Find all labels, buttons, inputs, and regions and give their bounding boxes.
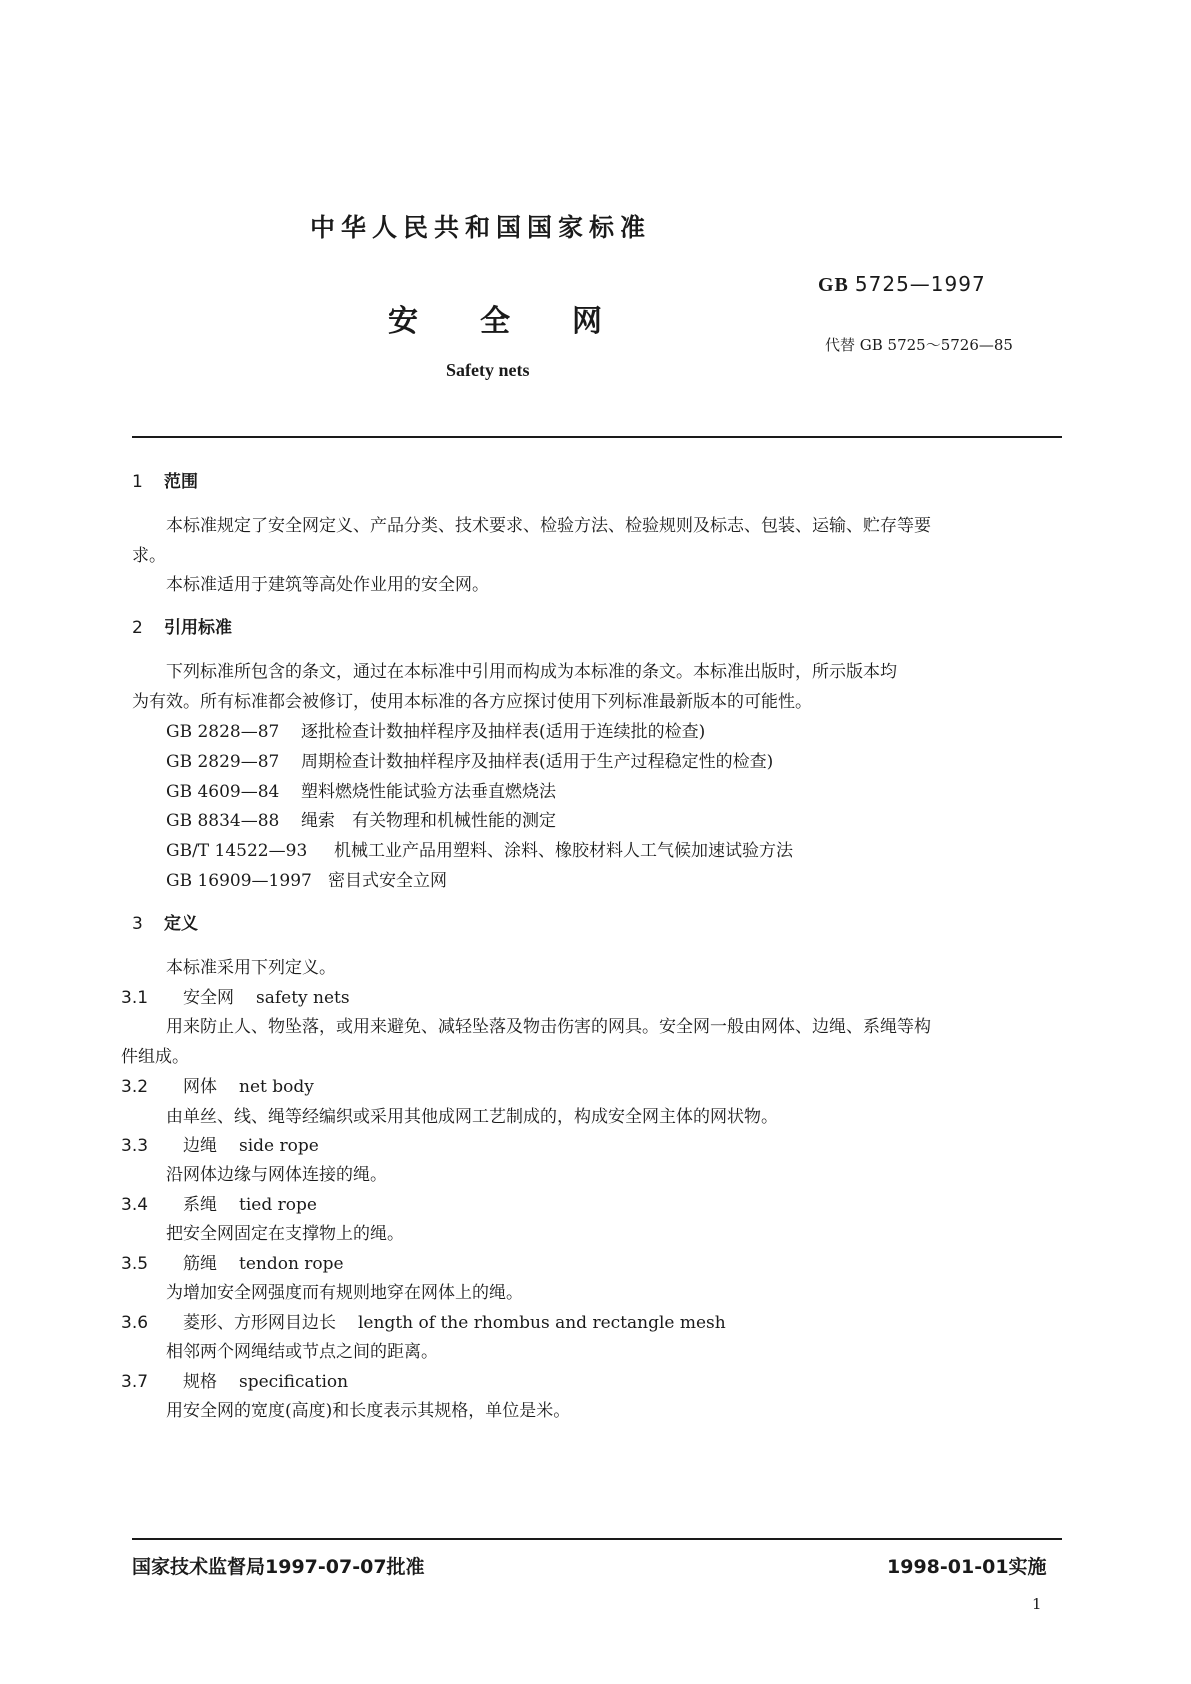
reference-item <box>166 747 773 772</box>
reference-title: 绳索 有关物理和机械性能的测定 <box>301 811 556 831</box>
reference-code: GB 2828—87 <box>166 722 280 742</box>
definition-term-en: net body <box>239 1077 314 1097</box>
reference-title: 逐批检查计数抽样程序及抽样表(适用于连续批的检查) <box>301 722 706 742</box>
reference-item <box>166 866 447 891</box>
standard-code <box>818 272 986 297</box>
section-number: 3 <box>132 914 143 934</box>
definition-term-en: tendon rope <box>239 1254 344 1274</box>
definition-term: 边绳 <box>183 1136 217 1156</box>
definition-heading <box>121 983 350 1008</box>
definition-heading <box>121 1072 314 1097</box>
definition-number: 3.4 <box>121 1195 149 1215</box>
section-3-heading <box>132 909 198 934</box>
reference-code: GB/T 14522—93 <box>166 841 308 861</box>
section-title: 定义 <box>164 914 198 934</box>
definition-text: 用安全网的宽度(高度)和长度表示其规格，单位是米。 <box>166 1401 571 1421</box>
bottom-divider <box>132 1538 1062 1540</box>
definition-heading <box>121 1131 319 1156</box>
paragraph: 本标准采用下列定义。 <box>166 958 336 978</box>
reference-item <box>166 806 556 831</box>
definition-term-en: side rope <box>239 1136 319 1156</box>
definition-number: 3.5 <box>121 1254 149 1274</box>
definition-heading <box>121 1367 348 1392</box>
definition-heading <box>121 1190 317 1215</box>
section-1-heading <box>132 467 198 492</box>
country-standard-heading: 中华人民共和国国家标准 <box>310 213 652 242</box>
reference-title: 机械工业产品用塑料、涂料、橡胶材料人工气候加速试验方法 <box>334 841 793 861</box>
reference-item <box>166 777 556 802</box>
approval-note: 国家技术监督局1997-07-07批准 <box>132 1556 425 1578</box>
definition-text: 由单丝、线、绳等经编织或采用其他成网工艺制成的，构成安全网主体的网状物。 <box>166 1107 778 1127</box>
paragraph: 下列标准所包含的条文，通过在本标准中引用而构成为本标准的条文。本标准出版时，所示版本均 <box>166 662 897 682</box>
definition-text: 用来防止人、物坠落，或用来避免、减轻坠落及物击伤害的网具。安全网一般由网体、边绳、系绳等构 <box>166 1017 931 1037</box>
definition-text: 为增加安全网强度而有规则地穿在网体上的绳。 <box>166 1283 523 1303</box>
definition-term: 网体 <box>183 1077 217 1097</box>
reference-title: 周期检查计数抽样程序及抽样表(适用于生产过程稳定性的检查) <box>301 752 774 772</box>
definition-term: 菱形、方形网目边长 <box>183 1313 336 1333</box>
replaces-note: 代替 GB 5725～5726—85 <box>825 336 1013 354</box>
definition-text: 相邻两个网绳结或节点之间的距离。 <box>166 1342 438 1362</box>
definition-number: 3.3 <box>121 1136 149 1156</box>
reference-item <box>166 836 793 861</box>
definition-term: 筋绳 <box>183 1254 217 1274</box>
definition-number: 3.1 <box>121 988 149 1008</box>
paragraph: 求。 <box>132 546 166 566</box>
standard-number: 5725—1997 <box>854 272 986 296</box>
definition-term: 系绳 <box>183 1195 217 1215</box>
standard-prefix: GB <box>818 274 849 296</box>
definition-term-en: specification <box>239 1372 349 1392</box>
definition-heading <box>121 1308 726 1333</box>
paragraph: 本标准适用于建筑等高处作业用的安全网。 <box>166 575 489 595</box>
reference-title: 塑料燃烧性能试验方法垂直燃烧法 <box>301 782 556 802</box>
definition-number: 3.2 <box>121 1077 149 1097</box>
page-title: 安全网 <box>388 304 664 339</box>
definition-term: 安全网 <box>183 988 234 1008</box>
definition-text: 件组成。 <box>121 1047 189 1067</box>
definition-text: 沿网体边缘与网体连接的绳。 <box>166 1165 387 1185</box>
section-title: 引用标准 <box>164 618 232 638</box>
reference-code: GB 2829—87 <box>166 752 280 772</box>
effective-date: 1998-01-01实施 <box>887 1556 1047 1578</box>
reference-title: 密目式安全立网 <box>328 871 447 891</box>
reference-item <box>166 717 705 742</box>
section-2-heading <box>132 613 232 638</box>
section-title: 范围 <box>164 472 198 492</box>
definition-text: 把安全网固定在支撑物上的绳。 <box>166 1224 404 1244</box>
definition-term: 规格 <box>183 1372 217 1392</box>
reference-code: GB 16909—1997 <box>166 871 312 891</box>
definition-term-en: tied rope <box>239 1195 317 1215</box>
section-number: 1 <box>132 472 143 492</box>
definition-term-en: safety nets <box>256 988 350 1008</box>
page-number: 1 <box>1032 1595 1042 1613</box>
definition-term-en: length of the rhombus and rectangle mesh <box>358 1313 726 1333</box>
definition-heading <box>121 1249 344 1274</box>
section-number: 2 <box>132 618 143 638</box>
reference-code: GB 4609—84 <box>166 782 280 802</box>
top-divider <box>132 436 1062 438</box>
definition-number: 3.7 <box>121 1372 149 1392</box>
definition-number: 3.6 <box>121 1313 149 1333</box>
english-title: Safety nets <box>446 360 530 380</box>
reference-code: GB 8834—88 <box>166 811 280 831</box>
paragraph: 为有效。所有标准都会被修订，使用本标准的各方应探讨使用下列标准最新版本的可能性。 <box>132 692 812 712</box>
paragraph: 本标准规定了安全网定义、产品分类、技术要求、检验方法、检验规则及标志、包装、运输、贮存等要 <box>166 516 931 536</box>
